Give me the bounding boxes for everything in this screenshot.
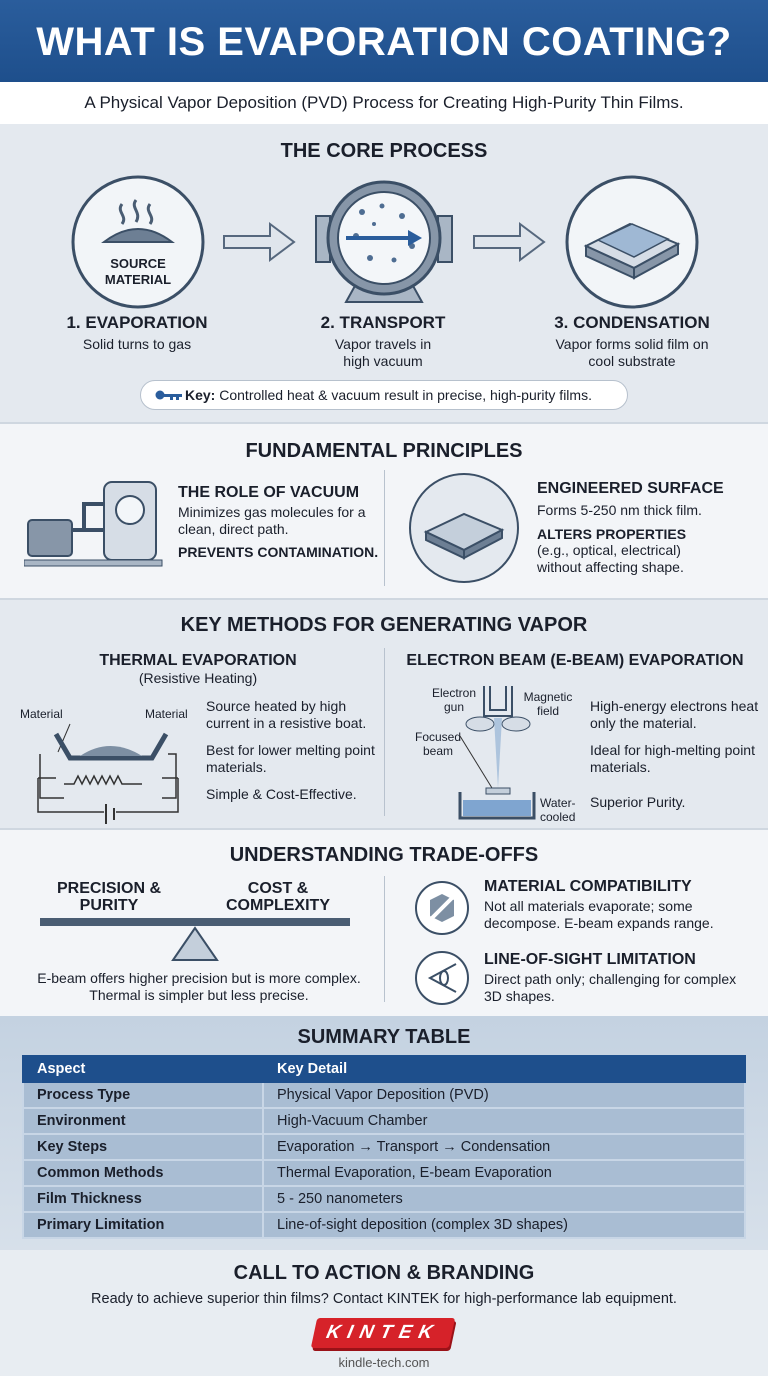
ebeam-diagram [456, 684, 540, 820]
principles-section [0, 422, 768, 598]
detail-cell: Evaporation → Transport → Condensation [263, 1134, 745, 1160]
vacuum-title: THE ROLE OF VACUUM [178, 484, 360, 501]
los-title: LINE-OF-SIGHT LIMITATION [484, 951, 696, 968]
summary-table [22, 1055, 746, 1239]
compat-desc: Not all materials evaporate; some decompose. E-beam expands range. [484, 898, 714, 931]
material-label: Material [145, 707, 188, 721]
magnetic-field-label: Magnetic field [523, 690, 573, 718]
methods-section [0, 598, 768, 828]
ebeam-point-2: Ideal for high-melting point materials. [590, 742, 755, 775]
detail-cell: Physical Vapor Deposition (PVD) [263, 1082, 745, 1108]
cta-title: CALL TO ACTION & BRANDING [233, 1262, 535, 1284]
source-material-label: SOURCE MATERIAL [104, 256, 172, 287]
cta-section [0, 1250, 768, 1376]
table-header-row [23, 1056, 745, 1082]
section-title: KEY METHODS FOR GENERATING VAPOR [180, 614, 588, 636]
section-title: UNDERSTANDING TRADE-OFFS [229, 844, 539, 866]
thermal-point-3: Simple & Cost-Effective. [206, 786, 357, 802]
balance-scale-icon [40, 918, 350, 962]
line-of-sight-icon [414, 950, 470, 1006]
surface-desc: Forms 5-250 nm thick film. [537, 502, 702, 518]
thermal-point-1: Source heated by high current in a resistive boat. [206, 698, 367, 731]
vacuum-chamber-icon [312, 176, 456, 304]
aspect-cell: Film Thickness [23, 1186, 263, 1212]
step-desc: Vapor travels in high vacuum [334, 336, 432, 369]
aspect-cell: Environment [23, 1108, 263, 1134]
section-title: SUMMARY TABLE [297, 1026, 471, 1048]
table-row [23, 1186, 745, 1212]
material-label: Material [20, 707, 63, 721]
evaporation-icon [70, 174, 206, 310]
thermal-point-2: Best for lower melting point materials. [206, 742, 375, 775]
detail-cell: High-Vacuum Chamber [263, 1108, 745, 1134]
thermal-title: THERMAL EVAPORATION [99, 652, 297, 669]
kintek-logo: KINTEK [311, 1318, 455, 1348]
precision-label: PRECISION & PURITY [56, 880, 161, 914]
key-icon [155, 389, 183, 401]
tradeoffs-section [0, 828, 768, 1016]
compat-title: MATERIAL COMPATIBILITY [484, 878, 692, 895]
table-row [23, 1160, 745, 1186]
aspect-cell: Common Methods [23, 1160, 263, 1186]
los-desc: Direct path only; challenging for complex 3D shapes. [484, 971, 737, 1004]
arrow-right-icon [222, 222, 296, 262]
condensation-substrate-icon [564, 174, 700, 310]
material-compatibility-icon [414, 880, 470, 936]
alters-desc: (e.g., optical, electrical) without affecting shape. [537, 542, 684, 575]
core-process-section [0, 124, 768, 422]
key-text: Controlled heat & vacuum result in precise, high-purity films. [219, 387, 592, 403]
step-title: 1. EVAPORATION [66, 313, 208, 332]
water-cooled-label: Water-cooled [540, 796, 576, 824]
table-row [23, 1134, 745, 1160]
detail-cell: Thermal Evaporation, E-beam Evaporation [263, 1160, 745, 1186]
thermal-subtitle: (Resistive Heating) [138, 670, 258, 686]
detail-cell: 5 - 250 nanometers [263, 1186, 745, 1212]
vacuum-note: PREVENTS CONTAMINATION. [178, 544, 379, 560]
table-row [23, 1108, 745, 1134]
aspect-cell: Key Steps [23, 1134, 263, 1160]
page-title: WHAT IS EVAPORATION COATING? [0, 0, 768, 82]
aspect-cell: Process Type [23, 1082, 263, 1108]
ebeam-point-3: Superior Purity. [590, 794, 686, 810]
step-title: 2. TRANSPORT [320, 313, 446, 332]
alters-title: ALTERS PROPERTIES [537, 526, 687, 542]
vacuum-pump-icon [24, 474, 164, 570]
cost-label: COST & COMPLEXITY [225, 880, 330, 914]
website-link[interactable]: kindle-tech.com [338, 1355, 430, 1370]
key-label: Key: [185, 387, 216, 403]
ebeam-title: ELECTRON BEAM (E-BEAM) EVAPORATION [406, 652, 744, 669]
step-title: 3. CONDENSATION [554, 313, 710, 332]
step-desc: Solid turns to gas [82, 336, 192, 352]
ebeam-point-1: High-energy electrons heat only the material. [590, 698, 759, 731]
step-desc: Vapor forms solid film on cool substrate [555, 336, 709, 369]
cta-text: Ready to achieve superior thin films? Contact KINTEK for high-performance lab equipment. [91, 1291, 677, 1307]
focused-beam-label: Focused beam [414, 730, 462, 758]
page-subtitle: A Physical Vapor Deposition (PVD) Process for Creating High-Purity Thin Films. [0, 82, 768, 124]
arrow-right-icon [472, 222, 546, 262]
vacuum-desc: Minimizes gas molecules for a clean, direct path. [178, 504, 366, 537]
electron-gun-label: Electron gun [431, 686, 477, 714]
resistive-boat-diagram [28, 718, 188, 830]
section-title: FUNDAMENTAL PRINCIPLES [245, 440, 523, 462]
table-row [23, 1212, 745, 1238]
key-callout [140, 380, 628, 410]
section-title: THE CORE PROCESS [280, 140, 488, 162]
table-row [23, 1082, 745, 1108]
header-cell: Key Detail [263, 1056, 745, 1082]
surface-title: ENGINEERED SURFACE [537, 480, 724, 497]
engineered-surface-icon [408, 472, 520, 584]
aspect-cell: Primary Limitation [23, 1212, 263, 1238]
tradeoff-caption: E-beam offers higher precision but is more complex. Thermal is simpler but less precise. [37, 970, 361, 1003]
header-cell: Aspect [23, 1056, 263, 1082]
detail-cell: Line-of-sight deposition (complex 3D shapes) [263, 1212, 745, 1238]
